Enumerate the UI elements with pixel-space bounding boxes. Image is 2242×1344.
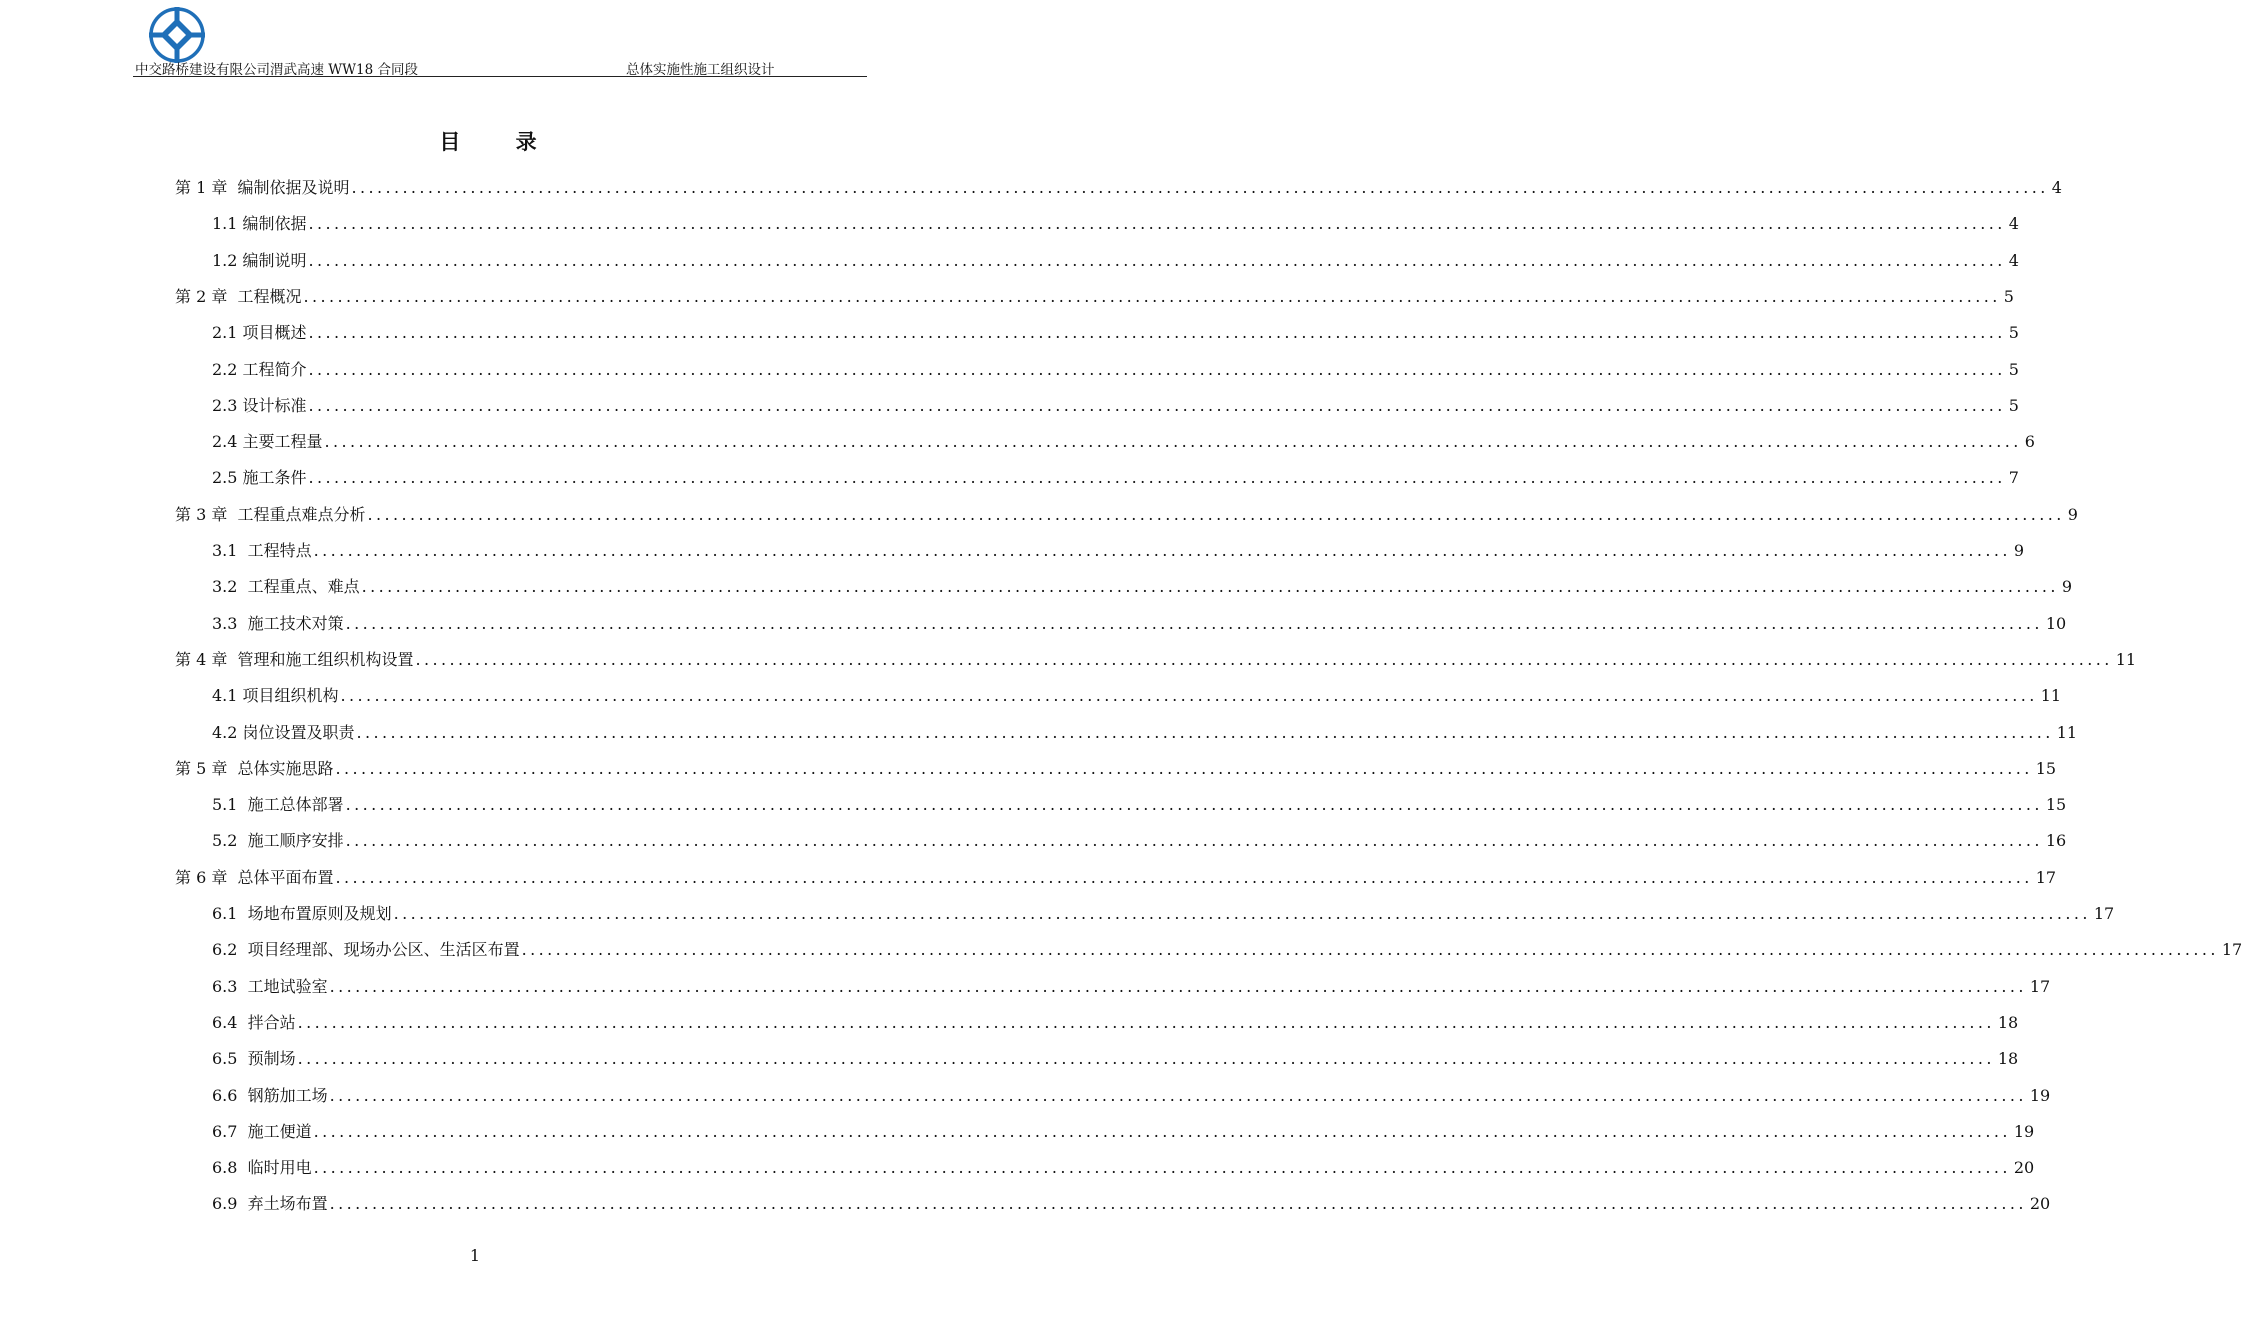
toc-entry-page: 16 <box>2045 831 2067 851</box>
toc-entry[interactable] <box>212 901 2115 931</box>
toc-entry-label: 6.6 钢筋加工场 <box>212 1085 328 1105</box>
toc-entry[interactable] <box>212 211 2019 241</box>
toc-dot-leader: ........................................................................................................................................................................................................ <box>345 613 2043 633</box>
toc-entry-label: 6.1 场地布置原则及规划 <box>212 904 392 923</box>
toc-entry-page: 19 <box>2013 1121 2035 1141</box>
toc-entry-label: 6.3 工地试验室 <box>212 976 328 996</box>
toc-entry-page: 18 <box>1997 1049 2019 1069</box>
header-company: 中交路桥建设有限公司渭武高速 WW18 合同段 <box>135 62 419 78</box>
toc-dot-leader: ........................................................................................................................................................................................................ <box>335 758 2033 778</box>
toc-entry[interactable] <box>212 1046 2019 1076</box>
toc-dot-leader: ........................................................................................................................................................................................................ <box>308 468 2006 488</box>
toc-entry-page: 17 <box>2093 904 2115 923</box>
toc-dot-leader: ........................................................................................................................................................................................................ <box>308 250 2006 270</box>
header-divider <box>133 76 867 77</box>
toc-entry[interactable] <box>212 538 2024 568</box>
toc-dot-leader: ........................................................................................................................................................................................................ <box>308 359 2006 379</box>
toc-entry-label: 3.1 工程特点 <box>212 541 312 560</box>
toc-entry[interactable] <box>212 465 2019 495</box>
toc-dot-leader: ........................................................................................................................................................................................................ <box>308 323 2006 343</box>
toc-entry-page: 18 <box>1997 1012 2019 1032</box>
toc-entry[interactable] <box>212 1083 2051 1113</box>
toc-entry-label: 6.2 项目经理部、现场办公区、生活区布置 <box>212 940 520 960</box>
toc-entry-label: 2.4 主要工程量 <box>212 432 323 452</box>
toc-entry[interactable] <box>212 393 2019 423</box>
toc-dot-leader: ........................................................................................................................................................................................................ <box>313 1121 2011 1141</box>
toc-entry-page: 5 <box>2008 395 2019 415</box>
toc-entry-page: 7 <box>2008 468 2019 488</box>
toc-entry-label: 第 4 章 管理和施工组织机构设置 <box>175 649 414 669</box>
toc-entry-label: 3.2 工程重点、难点 <box>212 577 360 597</box>
toc-entry-label: 4.1 项目组织机构 <box>212 686 339 706</box>
toc-entry-page: 4 <box>2051 178 2062 197</box>
toc-entry-label: 6.5 预制场 <box>212 1049 296 1069</box>
toc-entry-page: 15 <box>2045 795 2067 815</box>
toc-dot-leader: ........................................................................................................................................................................................................ <box>393 904 2091 923</box>
toc-entry-label: 6.8 临时用电 <box>212 1158 312 1178</box>
toc-entry-page: 20 <box>2029 1194 2051 1214</box>
company-logo-icon <box>148 6 206 64</box>
toc-entry-label: 第 2 章 工程概况 <box>175 286 302 306</box>
toc-entry-label: 5.2 施工顺序安排 <box>212 831 344 851</box>
toc-dot-leader: ........................................................................................................................................................................................................ <box>521 940 2219 960</box>
toc-entry-label: 第 1 章 编制依据及说明 <box>175 178 350 197</box>
toc-entry-page: 5 <box>2008 323 2019 343</box>
toc-entry[interactable] <box>212 828 2067 858</box>
toc-entry[interactable] <box>175 756 2057 786</box>
toc-entry-label: 第 6 章 总体平面布置 <box>175 867 334 887</box>
toc-entry[interactable] <box>212 248 2019 278</box>
toc-entry[interactable] <box>175 175 2062 205</box>
toc-entry-label: 6.7 施工便道 <box>212 1121 312 1141</box>
toc-entry-page: 17 <box>2029 976 2051 996</box>
toc-dot-leader: ........................................................................................................................................................................................................ <box>329 1085 2027 1105</box>
toc-entry[interactable] <box>212 792 2067 822</box>
toc-entry-label: 4.2 岗位设置及职责 <box>212 722 355 742</box>
toc-entry-page: 11 <box>2040 686 2062 706</box>
toc-entry[interactable] <box>212 937 2242 967</box>
toc-entry-label: 第 3 章 工程重点难点分析 <box>175 504 366 524</box>
toc-entry-page: 5 <box>2003 286 2014 306</box>
toc-entry-page: 10 <box>2045 613 2067 633</box>
toc-entry-page: 20 <box>2013 1158 2035 1178</box>
toc-entry-page: 9 <box>2013 541 2024 560</box>
toc-entry-label: 6.9 弃土场布置 <box>212 1194 328 1214</box>
toc-dot-leader: ........................................................................................................................................................................................................ <box>313 1158 2011 1178</box>
page-number: 1 <box>469 1246 481 1265</box>
toc-entry[interactable] <box>212 683 2062 713</box>
toc-entry-label: 1.1 编制依据 <box>212 214 307 234</box>
toc-entry[interactable] <box>212 1191 2051 1221</box>
toc-entry-label: 2.2 工程简介 <box>212 359 307 379</box>
toc-entry[interactable] <box>212 974 2051 1004</box>
toc-entry-label: 2.1 项目概述 <box>212 323 307 343</box>
toc-dot-leader: ........................................................................................................................................................................................................ <box>340 686 2038 706</box>
toc-entry[interactable] <box>212 720 2078 750</box>
toc-dot-leader: ........................................................................................................................................................................................................ <box>361 577 2059 597</box>
toc-entry[interactable] <box>175 502 2078 532</box>
toc-entry-page: 11 <box>2056 722 2078 742</box>
toc-entry-page: 4 <box>2008 250 2019 270</box>
toc-entry-label: 2.3 设计标准 <box>212 395 307 415</box>
toc-entry-page: 15 <box>2035 758 2057 778</box>
toc-dot-leader: ........................................................................................................................................................................................................ <box>297 1012 1995 1032</box>
toc-entry-page: 9 <box>2067 504 2078 524</box>
toc-entry-page: 5 <box>2008 359 2019 379</box>
toc-entry[interactable] <box>212 320 2019 350</box>
toc-dot-leader: ........................................................................................................................................................................................................ <box>415 649 2113 669</box>
toc-entry[interactable] <box>212 1155 2035 1185</box>
toc-dot-leader: ........................................................................................................................................................................................................ <box>297 1049 1995 1069</box>
toc-dot-leader: ........................................................................................................................................................................................................ <box>367 504 2065 524</box>
toc-entry[interactable] <box>175 865 2057 895</box>
toc-dot-leader: ........................................................................................................................................................................................................ <box>313 541 2011 560</box>
toc-dot-leader: ........................................................................................................................................................................................................ <box>324 432 2022 452</box>
toc-dot-leader: ........................................................................................................................................................................................................ <box>308 395 2006 415</box>
toc-entry-page: 6 <box>2024 432 2035 452</box>
toc-entry-label: 5.1 施工总体部署 <box>212 795 344 815</box>
toc-dot-leader: ........................................................................................................................................................................................................ <box>308 214 2006 234</box>
toc-entry-label: 3.3 施工技术对策 <box>212 613 344 633</box>
toc-entry[interactable] <box>212 429 2035 459</box>
toc-entry[interactable] <box>175 284 2014 314</box>
toc-entry-label: 第 5 章 总体实施思路 <box>175 758 334 778</box>
toc-entry-page: 4 <box>2008 214 2019 234</box>
toc-title: 目 录 <box>439 129 561 154</box>
toc-entry[interactable] <box>212 1010 2019 1040</box>
toc-entry-page: 9 <box>2061 577 2072 597</box>
toc-dot-leader: ........................................................................................................................................................................................................ <box>345 831 2043 851</box>
toc-entry[interactable] <box>212 611 2067 641</box>
toc-entry-page: 17 <box>2035 867 2057 887</box>
toc-dot-leader: ........................................................................................................................................................................................................ <box>329 976 2027 996</box>
header-document-title: 总体实施性施工组织设计 <box>626 62 775 78</box>
toc-dot-leader: ........................................................................................................................................................................................................ <box>356 722 2054 742</box>
toc-entry[interactable] <box>175 647 2137 677</box>
toc-entry-page: 19 <box>2029 1085 2051 1105</box>
toc-dot-leader: ........................................................................................................................................................................................................ <box>345 795 2043 815</box>
toc-dot-leader: ........................................................................................................................................................................................................ <box>329 1194 2027 1214</box>
toc-dot-leader: ........................................................................................................................................................................................................ <box>351 178 2049 197</box>
toc-entry-label: 1.2 编制说明 <box>212 250 307 270</box>
toc-entry-page: 11 <box>2115 649 2137 669</box>
toc-dot-leader: ........................................................................................................................................................................................................ <box>303 286 2001 306</box>
toc-entry-label: 6.4 拌合站 <box>212 1012 296 1032</box>
toc-entry-page: 17 <box>2221 940 2242 960</box>
toc-entry[interactable] <box>212 357 2019 387</box>
toc-dot-leader: ........................................................................................................................................................................................................ <box>335 867 2033 887</box>
toc-entry[interactable] <box>212 574 2072 604</box>
toc-entry[interactable] <box>212 1119 2035 1149</box>
toc-entry-label: 2.5 施工条件 <box>212 468 307 488</box>
